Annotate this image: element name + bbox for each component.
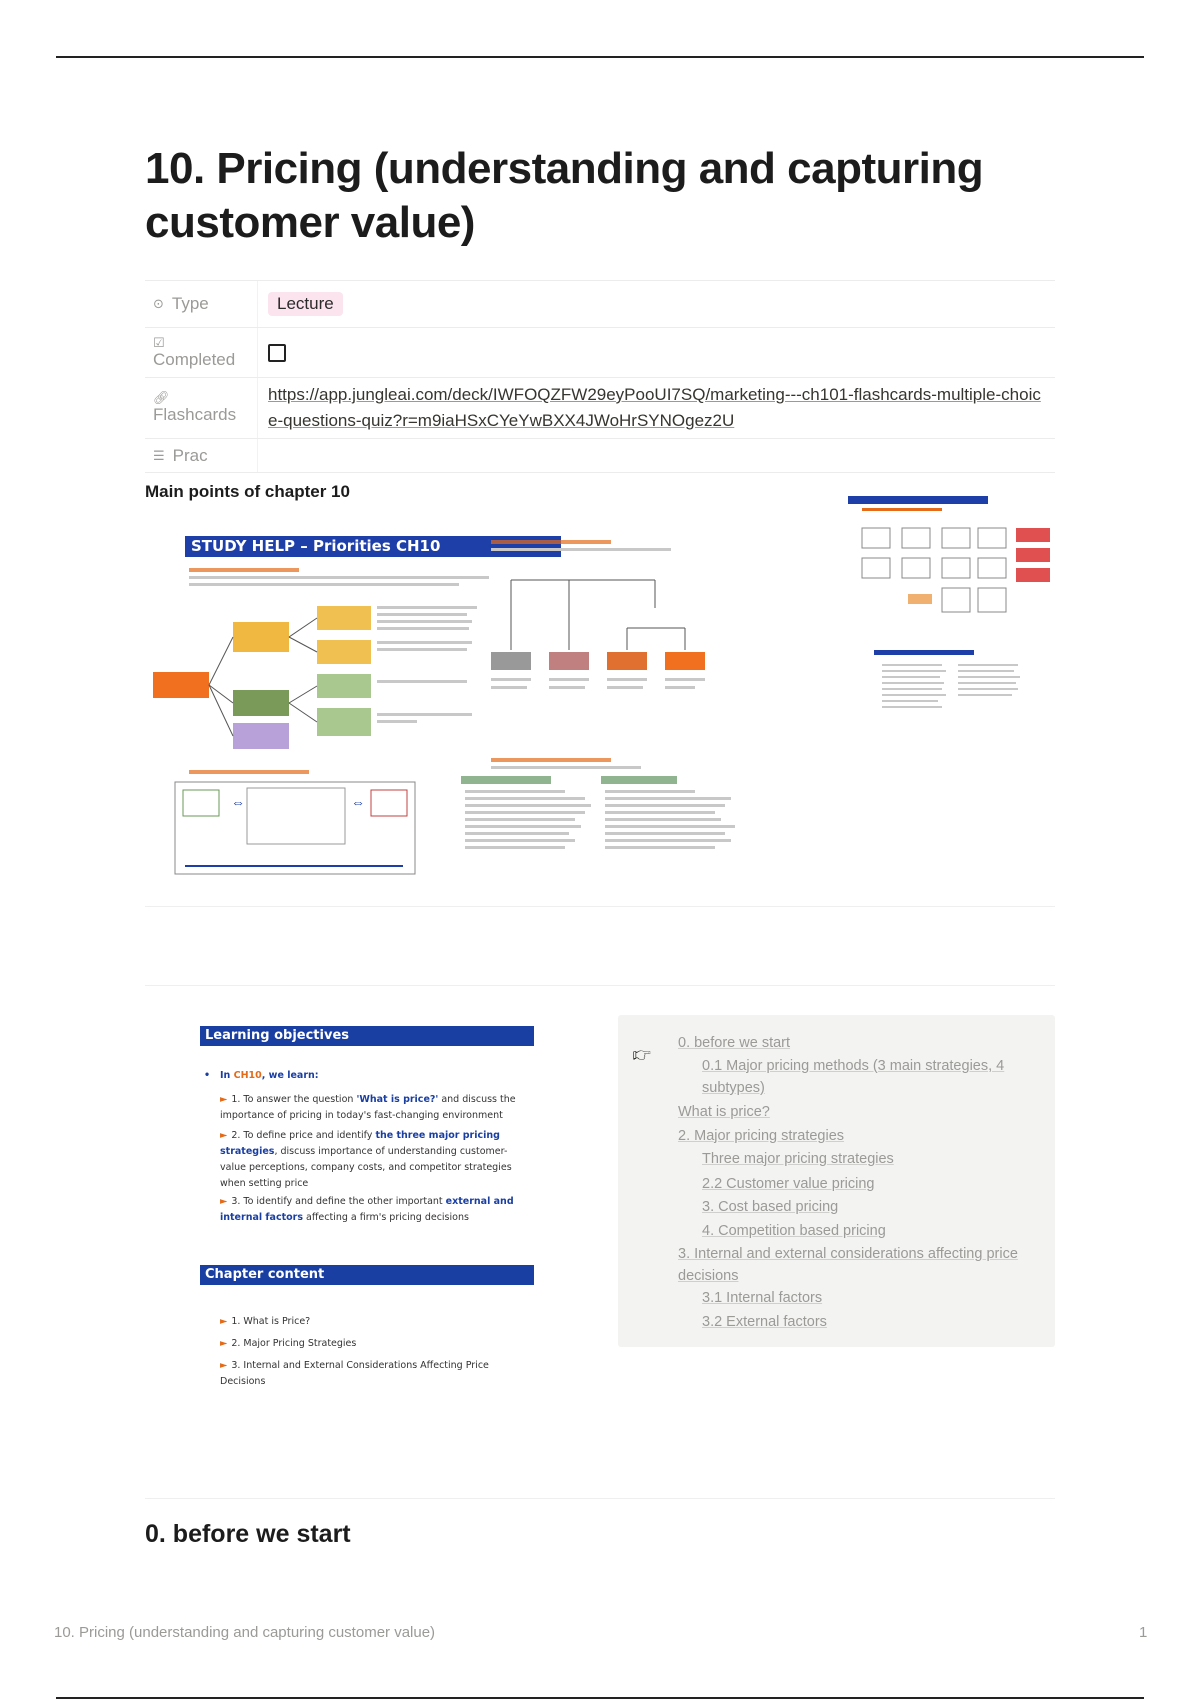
- divider: [145, 985, 1055, 986]
- toc-item[interactable]: Three major pricing strategies: [702, 1151, 894, 1167]
- study-help-image: [145, 510, 815, 880]
- toc-item[interactable]: 3.1 Internal factors: [702, 1290, 823, 1306]
- property-row-completed: [145, 328, 1055, 378]
- objective-item: ► 2. To define price and identify the three major pricing strategies, discuss importance of understanding customer-value perceptions, company costs, and competitor strategies when setting price: [220, 1130, 512, 1189]
- chapter-content-item: ► 2. Major Pricing Strategies: [220, 1338, 357, 1349]
- section-heading: 0. before we start: [145, 1520, 351, 1548]
- toc-item[interactable]: 4. Competition based pricing: [702, 1223, 886, 1239]
- page-title: 10. Pricing (understanding and capturing customer value): [145, 144, 984, 247]
- table-of-contents: [618, 1015, 1055, 1347]
- link-icon: 🔗︎: [153, 390, 170, 405]
- property-key: Completed: [153, 349, 236, 369]
- toc-item[interactable]: 3. Internal and external considerations affecting price decisions: [678, 1246, 1018, 1284]
- checkbox-icon: ☑: [153, 334, 165, 350]
- flashcards-link[interactable]: https://app.jungleai.com/deck/IWFOQZFW29eyPooUI7SQ/marketing---ch101-flashcards-multiple-choice-questions-quiz?r=m9iaHSxCYeYwBXX4JWoHrSYNOgez2U: [268, 385, 1041, 430]
- top-rule: [56, 56, 1144, 58]
- toc-item[interactable]: 0.1 Major pricing methods (3 main strategies, 4 subtypes): [702, 1058, 1005, 1096]
- property-key: Prac: [172, 445, 208, 465]
- property-key: Flashcards: [153, 405, 237, 424]
- bottom-rule: [56, 1697, 1144, 1699]
- learning-objectives-header: Learning objectives: [200, 1026, 534, 1046]
- toc-item[interactable]: 3. Cost based pricing: [702, 1199, 839, 1215]
- toc-item[interactable]: 0. before we start: [678, 1035, 791, 1051]
- property-row-flashcards: [145, 378, 1055, 439]
- study-help-title: STUDY HELP – Priorities CH10: [185, 536, 561, 557]
- chapter-content-item: ► 1. What is Price?: [220, 1316, 311, 1327]
- property-row-prac: [145, 439, 1055, 473]
- footer-title: 10. Pricing (understanding and capturing customer value): [54, 1624, 436, 1641]
- toc-item[interactable]: 2.2 Customer value pricing: [702, 1176, 875, 1192]
- properties-table: [145, 280, 1055, 473]
- objective-item: ► 1. To answer the question 'What is price?' and discuss the importance of pricing in today's fast-changing environment: [220, 1094, 516, 1121]
- list-icon: ☰: [153, 447, 165, 463]
- divider: [145, 906, 1055, 907]
- svg-text:⇔: ⇔: [351, 794, 365, 810]
- divider: [145, 1498, 1055, 1499]
- type-tag[interactable]: Lecture: [268, 292, 343, 316]
- objective-item: ► 3. To identify and define the other important external and internal factors affecting a firm's pricing decisions: [220, 1196, 514, 1223]
- chapter-content-thumbnail: [874, 650, 1034, 722]
- toc-item[interactable]: 3.2 External factors: [702, 1314, 827, 1330]
- page-number: 1: [1139, 1624, 1148, 1641]
- chapter-content-header: Chapter content: [200, 1265, 534, 1285]
- property-key: Type: [171, 294, 209, 313]
- learning-objectives-slide: Learning objectives • In CH10, we learn: ► 1. To answer the question 'What is price?' and discuss the importance of pricing in today's fast-changing environment ► 2. To define price and identify the three major pricing strategies, discuss importance of understanding customer-value perceptions, company costs, and competitor strategies when setting price ► 3. To identify and define the other important external and internal factors affecting a firm's pricing decisions Chapter content ► 1. What is Price? ► 2. Major Pricing Strategies ► 3. Internal and External Considerations Affecting Price Decisions: [200, 1022, 534, 1402]
- property-row-type: [145, 281, 1055, 328]
- chapter-content-item: ► 3. Internal and External Considerations Affecting Price Decisions: [220, 1360, 489, 1387]
- marketing-process-thumbnail: [848, 496, 1054, 626]
- toc-item[interactable]: What is price?: [678, 1104, 770, 1120]
- svg-text:⇔: ⇔: [231, 794, 245, 810]
- type-icon: ⊙: [153, 296, 164, 311]
- main-points-label: Main points of chapter 10: [145, 482, 350, 501]
- completed-checkbox[interactable]: [268, 344, 286, 362]
- toc-item[interactable]: 2. Major pricing strategies: [678, 1128, 845, 1144]
- pricing-diagram: [145, 510, 815, 880]
- pointing-hand-icon: 👉︎: [632, 1037, 652, 1067]
